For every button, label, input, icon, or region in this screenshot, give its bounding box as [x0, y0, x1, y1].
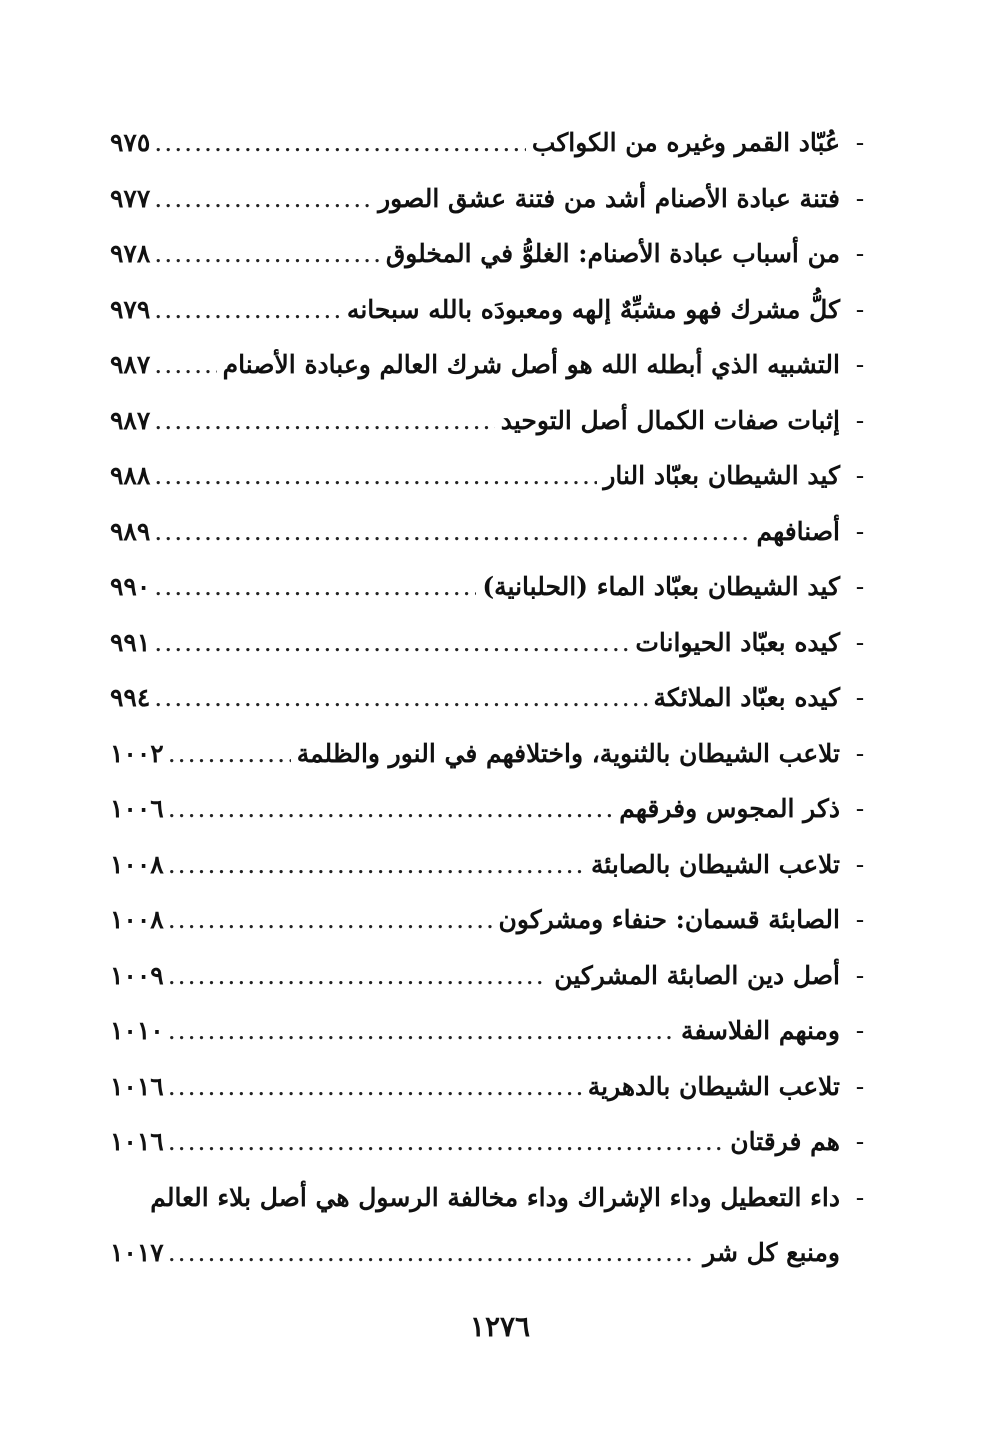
entry-title-line1: داء التعطيل وداء الإشراك وداء مخالفة الرسول هي أصل بلاء العالم — [150, 1182, 840, 1212]
entry-page-number: ٩٧٨ — [110, 239, 151, 268]
dot-leader — [154, 393, 494, 448]
toc-entry — [110, 1003, 880, 1059]
entry-dash: - — [855, 461, 865, 490]
toc-entry — [110, 781, 880, 837]
entry-page-number: ٩٨٨ — [110, 461, 151, 490]
entry-title: عُبّاد القمر وغيره من الكواكب — [531, 128, 840, 157]
toc-entry — [110, 393, 880, 449]
entry-page-number: ١٠٠٨ — [110, 849, 164, 879]
toc-entry — [110, 171, 880, 227]
entry-title-line2: ومنبع كل شر — [703, 1237, 840, 1267]
dot-leader — [154, 282, 341, 337]
dot-leader — [168, 948, 549, 1003]
toc-entry — [110, 337, 880, 393]
entry-dash: - — [855, 627, 865, 657]
toc-entry — [110, 615, 880, 671]
entry-title: تلاعب الشيطان بالصابئة — [590, 849, 840, 879]
entry-title: التشبيه الذي أبطله الله هو أصل شرك العالم وعبادة الأصنام — [222, 350, 840, 379]
entry-title: فتنة عبادة الأصنام أشد من فتنة عشق الصور — [378, 183, 840, 213]
dot-leader — [154, 171, 372, 226]
entry-page-number: ٩٩٤ — [110, 683, 151, 712]
entry-dash: - — [855, 128, 865, 157]
entry-dash: - — [855, 683, 865, 712]
entry-title: كلُّ مشرك فهو مشبِّهٌ إلهه ومعبودَه بالله سبحانه — [346, 294, 840, 324]
table-of-contents — [110, 115, 880, 1280]
entry-page-number: ٩٧٩ — [110, 294, 151, 324]
entry-page-number: ١٠٠٦ — [110, 794, 164, 823]
dot-leader — [154, 504, 750, 559]
entry-dash: - — [855, 350, 865, 379]
toc-entry — [110, 892, 880, 948]
entry-dash: - — [855, 960, 865, 990]
dot-leader — [168, 837, 585, 892]
toc-entry — [110, 448, 880, 504]
dot-leader — [154, 115, 526, 170]
toc-entry — [110, 837, 880, 893]
toc-entry — [110, 504, 880, 560]
dot-leader — [168, 726, 291, 781]
entry-dash: - — [855, 239, 865, 268]
entry-page-number: ٩٨٩ — [110, 516, 151, 546]
entry-page-number: ١٠٠٢ — [110, 738, 164, 768]
dot-leader — [168, 1114, 725, 1169]
entry-page-number: ٩٨٧ — [110, 405, 151, 435]
entry-title: الصابئة قسمان: حنفاء ومشركون — [498, 905, 840, 934]
entry-title: ذكر المجوس وفرقهم — [619, 794, 840, 823]
dot-leader — [154, 226, 380, 281]
entry-dash: - — [855, 849, 865, 879]
entry-dash: - — [855, 183, 865, 213]
entry-dash: - — [855, 1182, 865, 1212]
dot-leader — [168, 1003, 675, 1058]
entry-dash: - — [855, 905, 865, 934]
entry-page-number: ٩٧٥ — [110, 128, 151, 157]
dot-leader — [154, 337, 216, 392]
entry-title: أصل دين الصابئة المشركين — [554, 960, 840, 990]
entry-dash: - — [855, 1071, 865, 1101]
dot-leader — [168, 781, 614, 836]
entry-dash: - — [855, 516, 865, 546]
entry-dash: - — [855, 738, 865, 768]
entry-dash: - — [855, 405, 865, 435]
entry-page-number: ١٠٠٩ — [110, 960, 164, 990]
dot-leader — [154, 448, 597, 503]
entry-title: ومنهم الفلاسفة — [681, 1016, 840, 1045]
entry-title: تلاعب الشيطان بالدهرية — [587, 1071, 840, 1101]
entry-title: إثبات صفات الكمال أصل التوحيد — [500, 405, 840, 435]
page-number: ١٢٧٦ — [469, 1310, 531, 1343]
entry-page-number: ١٠١٦ — [110, 1127, 164, 1156]
dot-leader — [168, 892, 493, 947]
dot-leader — [154, 559, 476, 614]
entry-title: أصنافهم — [756, 516, 840, 546]
toc-entry — [110, 282, 880, 338]
entry-page-number: ١٠٠٨ — [110, 905, 164, 934]
entry-title: تلاعب الشيطان بالثنوية، واختلافهم في النور والظلمة — [296, 738, 840, 768]
entry-page-number: ٩٧٧ — [110, 183, 151, 213]
entry-title: كيده بعبّاد الحيوانات — [635, 627, 840, 657]
entry-title: كيد الشيطان بعبّاد النار — [603, 461, 840, 490]
entry-title: من أسباب عبادة الأصنام: الغلوُّ في المخلوق — [385, 239, 840, 268]
toc-entry — [110, 226, 880, 282]
entry-page-number: ٩٩١ — [110, 627, 151, 657]
toc-entry — [110, 559, 880, 615]
entry-dash: - — [855, 794, 865, 823]
entry-dash: - — [855, 1016, 865, 1045]
entry-page-number: ١٠١٠ — [110, 1016, 164, 1045]
entry-page-number: ٩٩٠ — [110, 572, 151, 601]
entry-title: كيده بعبّاد الملائكة — [653, 683, 840, 712]
entry-dash: - — [855, 572, 865, 601]
toc-entry — [110, 1114, 880, 1170]
dot-leader — [154, 615, 629, 670]
dot-leader — [168, 1225, 697, 1280]
entry-dash: - — [855, 1127, 865, 1156]
toc-entry — [110, 948, 880, 1004]
entry-page-number: ١٠١٧ — [110, 1237, 164, 1267]
toc-entry — [110, 115, 880, 171]
toc-entry — [110, 670, 880, 726]
toc-entry — [110, 726, 880, 782]
entry-title: كيد الشيطان بعبّاد الماء (الحلبانية) — [482, 572, 840, 601]
toc-entry — [110, 1059, 880, 1115]
toc-entry-multiline — [110, 1170, 880, 1280]
dot-leader — [154, 670, 647, 725]
entry-page-number: ٩٨٧ — [110, 350, 151, 379]
entry-title: هم فرقتان — [730, 1127, 840, 1156]
dot-leader — [168, 1059, 582, 1114]
entry-page-number: ١٠١٦ — [110, 1071, 164, 1101]
entry-dash: - — [855, 294, 865, 324]
